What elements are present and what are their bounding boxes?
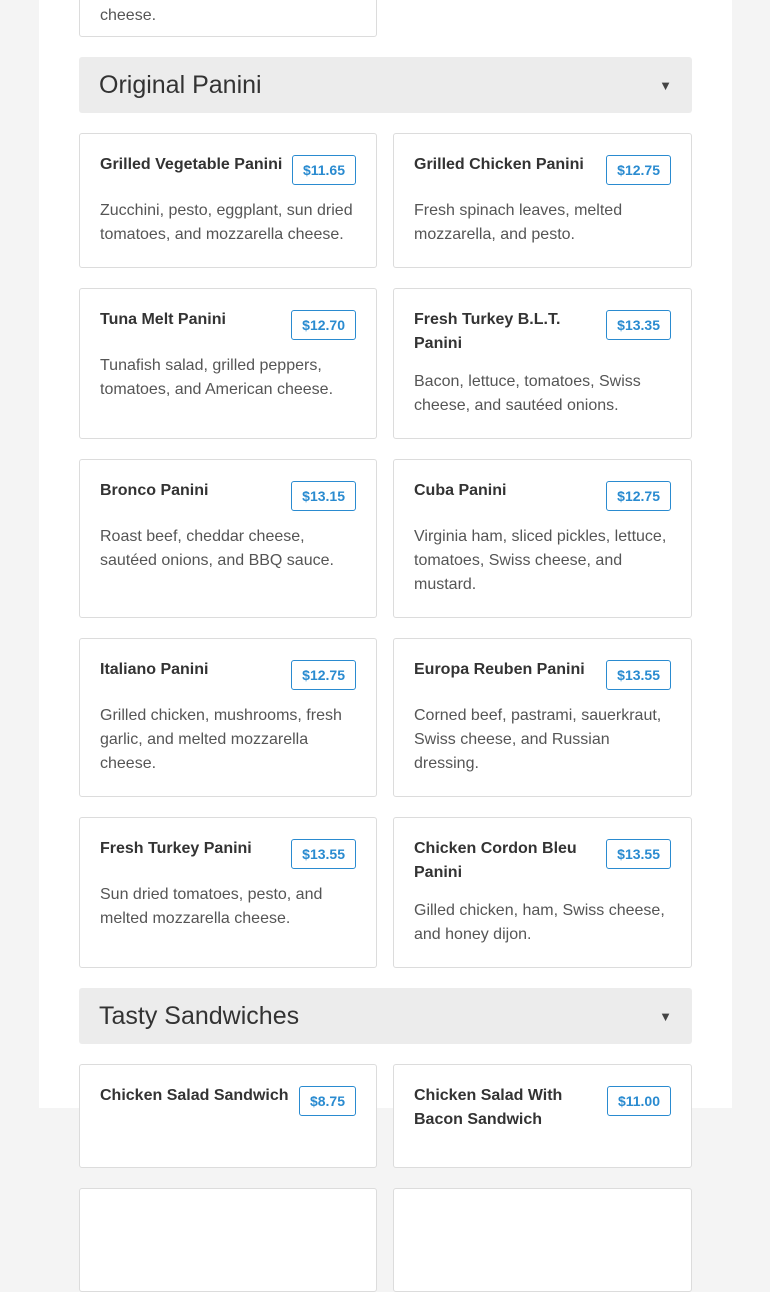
menu-item-card[interactable] (393, 1064, 692, 1168)
menu-item-name: Bronco Panini (100, 482, 209, 499)
menu-item-description: Tunafish salad, grilled peppers, tomatoes, and American cheese. (100, 357, 334, 398)
menu-content (79, 0, 692, 1292)
menu-item-card[interactable] (79, 1188, 377, 1292)
menu-item-description: Gilled chicken, ham, Swiss cheese, and honey dijon. (414, 902, 665, 943)
menu-item-description: Fresh spinach leaves, melted mozzarella, and pesto. (414, 202, 623, 243)
menu-item-name: Chicken Salad With Bacon Sandwich (414, 1087, 563, 1128)
menu-item-name: Europa Reuben Panini (414, 661, 585, 678)
caret-down-icon: ▼ (659, 77, 672, 93)
menu-item-card[interactable] (79, 638, 377, 797)
menu-page (39, 0, 732, 1128)
menu-item-price: $13.55 (291, 839, 356, 869)
menu-item-card[interactable] (79, 288, 377, 439)
menu-item-price: $8.75 (299, 1086, 356, 1116)
category-title: Tasty Sandwiches (99, 1001, 300, 1030)
menu-item-price: $13.55 (606, 839, 671, 869)
menu-item-price: $13.55 (606, 660, 671, 690)
menu-item-description: Bacon, lettuce, tomatoes, Swiss cheese, and sautéed onions. (414, 373, 641, 414)
menu-item-card[interactable] (393, 459, 692, 618)
menu-item-card[interactable] (79, 817, 377, 968)
menu-item-price: $11.00 (607, 1086, 671, 1116)
menu-item-card[interactable] (393, 288, 692, 439)
menu-item-card[interactable] (79, 133, 377, 268)
menu-item-description: Grilled chicken, mushrooms, fresh garlic, and melted mozzarella cheese. (100, 707, 342, 772)
caret-down-icon: ▼ (659, 1008, 672, 1024)
category-header-original-panini[interactable] (79, 57, 692, 113)
menu-item-card[interactable] (393, 817, 692, 968)
menu-item-name: Chicken Cordon Bleu Panini (414, 840, 577, 881)
menu-item-price: $13.15 (291, 481, 356, 511)
menu-item-description: Zucchini, pesto, eggplant, sun dried tomatoes, and mozzarella cheese. (100, 202, 353, 243)
menu-item-card[interactable] (79, 1064, 377, 1168)
menu-item-price: $11.65 (292, 155, 356, 185)
menu-item-card[interactable] (79, 0, 377, 37)
category-header-tasty-sandwiches[interactable] (79, 988, 692, 1044)
menu-item-description: Roast beef, cheddar cheese, sautéed onions, and BBQ sauce. (100, 528, 334, 569)
menu-item-price: $12.75 (606, 481, 671, 511)
menu-item-name: Fresh Turkey B.L.T. Panini (414, 311, 561, 352)
menu-item-card[interactable] (393, 638, 692, 797)
menu-item-description: Corned beef, pastrami, sauerkraut, Swiss cheese, and Russian dressing. (414, 707, 662, 772)
menu-item-price: $12.75 (606, 155, 671, 185)
menu-item-description: cheese. (100, 7, 157, 24)
menu-item-name: Tuna Melt Panini (100, 311, 226, 328)
menu-items-grid (79, 133, 692, 968)
menu-item-description: Virginia ham, sliced pickles, lettuce, tomatoes, Swiss cheese, and mustard. (414, 528, 667, 593)
menu-item-price: $12.75 (291, 660, 356, 690)
menu-item-description: Sun dried tomatoes, pesto, and melted mozzarella cheese. (100, 886, 323, 927)
menu-item-name: Grilled Vegetable Panini (100, 156, 283, 173)
menu-item-name: Fresh Turkey Panini (100, 840, 252, 857)
menu-item-card[interactable] (393, 133, 692, 268)
menu-item-name: Italiano Panini (100, 661, 209, 678)
menu-items-grid (79, 1064, 692, 1292)
menu-item-price: $13.35 (606, 310, 671, 340)
menu-item-card[interactable] (393, 1188, 692, 1292)
menu-item-name: Chicken Salad Sandwich (100, 1087, 289, 1104)
category-title: Original Panini (99, 70, 262, 99)
menu-item-name: Grilled Chicken Panini (414, 156, 584, 173)
menu-item-name: Cuba Panini (414, 482, 507, 499)
menu-item-price: $12.70 (291, 310, 356, 340)
menu-item-card[interactable] (79, 459, 377, 618)
